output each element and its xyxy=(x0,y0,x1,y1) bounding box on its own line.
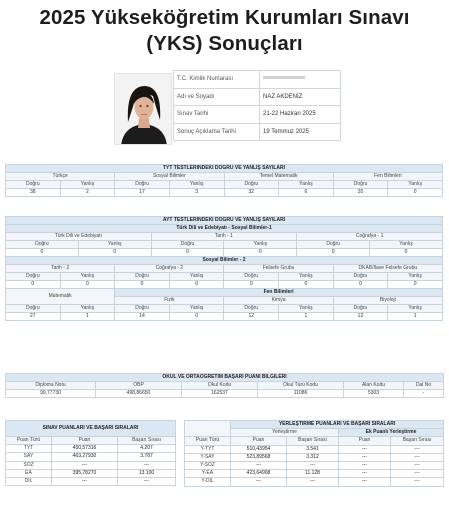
info-label: Sonuç Açıklama Tarihi xyxy=(174,123,260,141)
wrong-count: 0 xyxy=(388,281,443,289)
subject-header: Fizik xyxy=(115,297,224,305)
info-label: Adı ve Soyadı xyxy=(174,88,260,106)
correct-label: Doğru xyxy=(6,305,61,313)
correct-label: Doğru xyxy=(333,305,388,313)
subject-header: Tarih - 1 xyxy=(151,233,297,241)
field-code: 5303 xyxy=(344,390,404,398)
wrong-label: Yanlış xyxy=(224,241,297,249)
score-type: SÖZ xyxy=(6,461,52,469)
math-header: Matematik xyxy=(6,289,115,305)
column-header: Okul Kodu xyxy=(182,382,258,390)
score-value: --- xyxy=(231,478,287,486)
correct-count: 0 xyxy=(151,249,224,257)
correct-count: 20 xyxy=(333,189,388,197)
page-title: 2025 Yükseköğretim Kurumları Sınavı xyxy=(39,6,410,29)
group-header: Fen Bilimleri xyxy=(115,289,443,297)
info-row-result-date xyxy=(174,123,341,141)
wrong-label: Yanlış xyxy=(388,305,443,313)
wrong-label: Yanlış xyxy=(370,241,443,249)
score-value: 510,43954 xyxy=(231,445,287,453)
column-header: Puan Türü xyxy=(6,437,52,445)
extra-rank-value: --- xyxy=(391,478,444,486)
column-header: Puan xyxy=(339,437,391,445)
rank-value: --- xyxy=(287,461,339,469)
section-header: AYT TESTLERİNDEKİ DOĞRU VE YANLIŞ SAYILARI xyxy=(6,217,443,225)
info-value: 19 Temmuz 2025 xyxy=(260,123,341,141)
subject-header: Coğrafya - 2 xyxy=(115,265,224,273)
score-type: Y-TYT xyxy=(185,445,231,453)
table-row xyxy=(185,461,444,469)
wrong-count: 0 xyxy=(78,249,151,257)
table-row xyxy=(6,469,176,477)
wrong-label: Yanlış xyxy=(279,181,334,189)
wrong-count: 2 xyxy=(60,189,115,197)
wrong-label: Yanlış xyxy=(169,181,224,189)
correct-count: 27 xyxy=(6,313,61,321)
column-header: Başarı Sırası xyxy=(391,437,444,445)
info-row-name xyxy=(174,88,341,106)
correct-count: 14 xyxy=(115,313,170,321)
correct-count: 12 xyxy=(224,313,279,321)
info-value-tc xyxy=(260,71,341,89)
score-value: 395,78270 xyxy=(52,469,118,477)
wrong-count: 0 xyxy=(224,249,297,257)
group-header: Sosyal Bilimler - 2 xyxy=(6,257,443,265)
section-header: TYT TESTLERİNDEKİ DOĞRU VE YANLIŞ SAYILARI xyxy=(6,165,443,173)
column-header: Başarı Sırası xyxy=(118,437,176,445)
rank-value: --- xyxy=(118,477,176,485)
table-row xyxy=(6,445,176,453)
info-label: Sınav Tarihi xyxy=(174,106,260,124)
correct-count: 32 xyxy=(224,189,279,197)
correct-count: 17 xyxy=(115,189,170,197)
scores-table xyxy=(5,420,176,486)
wrong-count: 0 xyxy=(370,249,443,257)
correct-label: Doğru xyxy=(6,181,61,189)
score-value: --- xyxy=(52,477,118,485)
extra-rank-value: --- xyxy=(391,470,444,478)
wrong-count: 0 xyxy=(388,189,443,197)
wrong-count: 0 xyxy=(60,281,115,289)
correct-count: 0 xyxy=(115,281,170,289)
subject-header: Felsefe Grubu xyxy=(224,265,333,273)
extra-rank-value: --- xyxy=(391,445,444,453)
column-header: Okul Türü Kodu xyxy=(258,382,344,390)
wrong-count: 1 xyxy=(60,313,115,321)
score-type: SAY xyxy=(6,453,52,461)
candidate-photo xyxy=(114,73,172,145)
score-type: DİL xyxy=(6,477,52,485)
score-type: Y-SAY xyxy=(185,453,231,461)
candidate-info-table xyxy=(173,70,341,141)
correct-label: Doğru xyxy=(297,241,370,249)
school-type-code: 11086 xyxy=(258,390,344,398)
column-header: OBP xyxy=(96,382,182,390)
group-header: Ek Puanlı Yerleştirme xyxy=(339,429,444,437)
info-value: 21-22 Haziran 2025 xyxy=(260,106,341,124)
extra-score-value: --- xyxy=(339,478,391,486)
tyt-table xyxy=(5,164,443,197)
correct-label: Doğru xyxy=(115,305,170,313)
wrong-label: Yanlış xyxy=(78,241,151,249)
wrong-label: Yanlış xyxy=(60,273,115,281)
wrong-count: 1 xyxy=(388,313,443,321)
rank-value: 13.100 xyxy=(118,469,176,477)
correct-label: Doğru xyxy=(224,181,279,189)
subject-header: Biyoloji xyxy=(333,297,442,305)
table-row xyxy=(6,477,176,485)
correct-label: Doğru xyxy=(151,241,224,249)
info-row-exam-date xyxy=(174,106,341,124)
group-header: Türk Dili ve Edebiyatı - Sosyal Bilimler-1 xyxy=(6,225,443,233)
score-type: EA xyxy=(6,469,52,477)
correct-count: 0 xyxy=(297,249,370,257)
column-header: Alan Kodu xyxy=(344,382,404,390)
score-value: 450,57316 xyxy=(52,445,118,453)
blank-corner xyxy=(185,421,231,437)
correct-count: 0 xyxy=(333,281,388,289)
info-label: T.C. Kimlik Numarası xyxy=(174,71,260,89)
table-row xyxy=(6,453,176,461)
school-code: 162537 xyxy=(182,390,258,398)
subject-header: Türk Dili ve Edebiyatı xyxy=(6,233,152,241)
wrong-count: 0 xyxy=(169,313,224,321)
rank-value: 3.541 xyxy=(287,445,339,453)
score-type: Y-DİL xyxy=(185,478,231,486)
correct-label: Doğru xyxy=(6,273,61,281)
correct-label: Doğru xyxy=(224,273,279,281)
column-header: Puan Türü xyxy=(185,437,231,445)
section-header: YERLEŞTİRME PUANLARI VE BAŞARI SIRALARI xyxy=(231,421,444,429)
subject-header: Coğrafya - 1 xyxy=(297,233,443,241)
obp-table xyxy=(5,373,444,398)
column-header: Diploma Notu xyxy=(6,382,96,390)
score-value: 523,89568 xyxy=(231,453,287,461)
subject-header: DKAB/İlave Felsefe Grubu xyxy=(333,265,442,273)
wrong-count: 0 xyxy=(169,281,224,289)
subject-header: Tarih - 2 xyxy=(6,265,115,273)
wrong-label: Yanlış xyxy=(279,273,334,281)
wrong-label: Yanlış xyxy=(388,181,443,189)
wrong-count: 6 xyxy=(279,189,334,197)
column-header: Başarı Sırası xyxy=(287,437,339,445)
column-header: Puan xyxy=(231,437,287,445)
score-value: --- xyxy=(231,461,287,469)
correct-label: Doğru xyxy=(333,273,388,281)
subject-header: Fen Bilimleri xyxy=(333,173,442,181)
wrong-count: 1 xyxy=(279,313,334,321)
extra-score-value: --- xyxy=(339,470,391,478)
rank-value: 11.128 xyxy=(287,470,339,478)
wrong-label: Yanlış xyxy=(60,305,115,313)
correct-label: Doğru xyxy=(333,181,388,189)
wrong-label: Yanlış xyxy=(169,305,224,313)
column-header: Puan xyxy=(52,437,118,445)
subject-header: Temel Matematik xyxy=(224,173,333,181)
rank-value: 3.312 xyxy=(287,453,339,461)
table-row xyxy=(185,470,444,478)
correct-count: 0 xyxy=(6,249,79,257)
wrong-count: 3 xyxy=(169,189,224,197)
extra-score-value: --- xyxy=(339,461,391,469)
correct-label: Doğru xyxy=(224,305,279,313)
obp-value: 498,86650 xyxy=(96,390,182,398)
table-row xyxy=(185,445,444,453)
ayt-table xyxy=(5,216,443,321)
section-header: SINAV PUANLARI VE BAŞARI SIRALARI xyxy=(6,421,176,437)
placement-table xyxy=(184,420,444,487)
wrong-count: 0 xyxy=(279,281,334,289)
correct-count: 12 xyxy=(333,313,388,321)
wrong-label: Yanlış xyxy=(388,273,443,281)
page-subtitle: (YKS) Sonuçları xyxy=(146,32,303,55)
subject-header: Sosyal Bilimler xyxy=(115,173,224,181)
redaction-mark xyxy=(263,75,305,81)
rank-value: 4.207 xyxy=(118,445,176,453)
info-value: NAZ AKDENİZ xyxy=(260,88,341,106)
score-value: --- xyxy=(52,461,118,469)
table-row xyxy=(185,453,444,461)
wrong-label: Yanlış xyxy=(169,273,224,281)
correct-label: Doğru xyxy=(115,273,170,281)
subject-header: Türkçe xyxy=(6,173,115,181)
correct-count: 0 xyxy=(6,281,61,289)
score-value: 463,27930 xyxy=(52,453,118,461)
rank-value: 3.787 xyxy=(118,453,176,461)
extra-rank-value: --- xyxy=(391,453,444,461)
wrong-label: Yanlış xyxy=(279,305,334,313)
rank-value: --- xyxy=(118,461,176,469)
rank-value: --- xyxy=(287,478,339,486)
correct-count: 38 xyxy=(6,189,61,197)
column-header: Dal No xyxy=(404,382,444,390)
extra-score-value: --- xyxy=(339,445,391,453)
score-value: 423,64908 xyxy=(231,470,287,478)
diploma-grade: 99,77730 xyxy=(6,390,96,398)
group-header: Yerleştirme xyxy=(231,429,339,437)
table-row xyxy=(6,461,176,469)
correct-label: Doğru xyxy=(6,241,79,249)
correct-label: Doğru xyxy=(115,181,170,189)
portrait-image xyxy=(115,74,172,145)
wrong-label: Yanlış xyxy=(60,181,115,189)
section-header: OKUL VE ORTAÖĞRETİM BAŞARI PUANI BİLGİLERİ xyxy=(6,374,444,382)
correct-count: 0 xyxy=(224,281,279,289)
info-row-tc xyxy=(174,71,341,89)
score-type: Y-EA xyxy=(185,470,231,478)
score-type: Y-SÖZ xyxy=(185,461,231,469)
extra-score-value: --- xyxy=(339,453,391,461)
subject-header: Kimya xyxy=(224,297,333,305)
branch-no: - xyxy=(404,390,444,398)
table-row xyxy=(185,478,444,486)
score-type: TYT xyxy=(6,445,52,453)
extra-rank-value: --- xyxy=(391,461,444,469)
